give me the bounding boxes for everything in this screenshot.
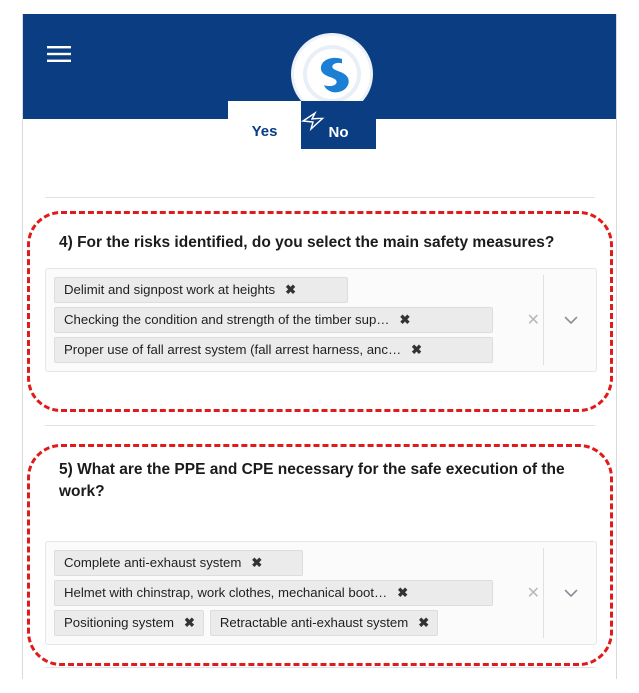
- question-4-text: 4) For the risks identified, do you select the main safety measures?: [59, 234, 555, 251]
- chip-remove-icon[interactable]: ✖: [418, 615, 430, 630]
- chevron-down-icon[interactable]: [562, 584, 580, 602]
- chip-remove-icon[interactable]: ✖: [251, 555, 263, 570]
- clear-all-icon[interactable]: ✕: [526, 585, 540, 602]
- question-4-chips: [54, 277, 518, 363]
- chip: [54, 307, 493, 333]
- chip-remove-icon[interactable]: ✖: [285, 282, 297, 297]
- chip: [54, 610, 204, 636]
- chip-label: Checking the condition and strength of the timber sup…: [64, 312, 390, 327]
- chip-label: Helmet with chinstrap, work clothes, mechanical boot…: [64, 585, 388, 600]
- chip: [54, 277, 348, 303]
- chevron-down-icon[interactable]: [562, 311, 580, 329]
- divider-3: [45, 667, 595, 668]
- chip-label: Proper use of fall arrest system (fall arrest harness, anc…: [64, 342, 402, 357]
- question-4-multiselect[interactable]: [45, 268, 597, 372]
- chip-remove-icon[interactable]: ✖: [183, 615, 195, 630]
- divider-1: [45, 197, 595, 198]
- chip-label: Complete anti-exhaust system: [64, 555, 242, 570]
- chip: [54, 550, 303, 576]
- chip: [54, 337, 493, 363]
- form-body: [23, 119, 617, 679]
- no-button[interactable]: No: [301, 101, 376, 149]
- question-5-chips: [54, 550, 518, 636]
- multiselect-divider: [543, 275, 544, 365]
- question-5-text: 5) What are the PPE and CPE necessary for the safe execution of the work?: [59, 461, 565, 500]
- multiselect-divider: [543, 548, 544, 638]
- hamburger-menu-icon[interactable]: [45, 44, 73, 68]
- chip: [210, 610, 438, 636]
- mouse-cursor-icon: [300, 110, 326, 132]
- yes-button[interactable]: Yes: [228, 101, 301, 149]
- chip-remove-icon[interactable]: ✖: [397, 585, 409, 600]
- chip: [54, 580, 493, 606]
- chip-label: Retractable anti-exhaust system: [219, 615, 409, 630]
- clear-all-icon[interactable]: ✕: [526, 312, 540, 329]
- chip-label: Delimit and signpost work at heights: [64, 282, 276, 297]
- chip-remove-icon[interactable]: ✖: [411, 342, 423, 357]
- chip-label: Positioning system: [64, 615, 174, 630]
- question-5: [45, 459, 597, 645]
- divider-2: [45, 425, 595, 426]
- question-4: [45, 232, 597, 372]
- chip-remove-icon[interactable]: ✖: [399, 312, 411, 327]
- question-5-multiselect[interactable]: [45, 541, 597, 645]
